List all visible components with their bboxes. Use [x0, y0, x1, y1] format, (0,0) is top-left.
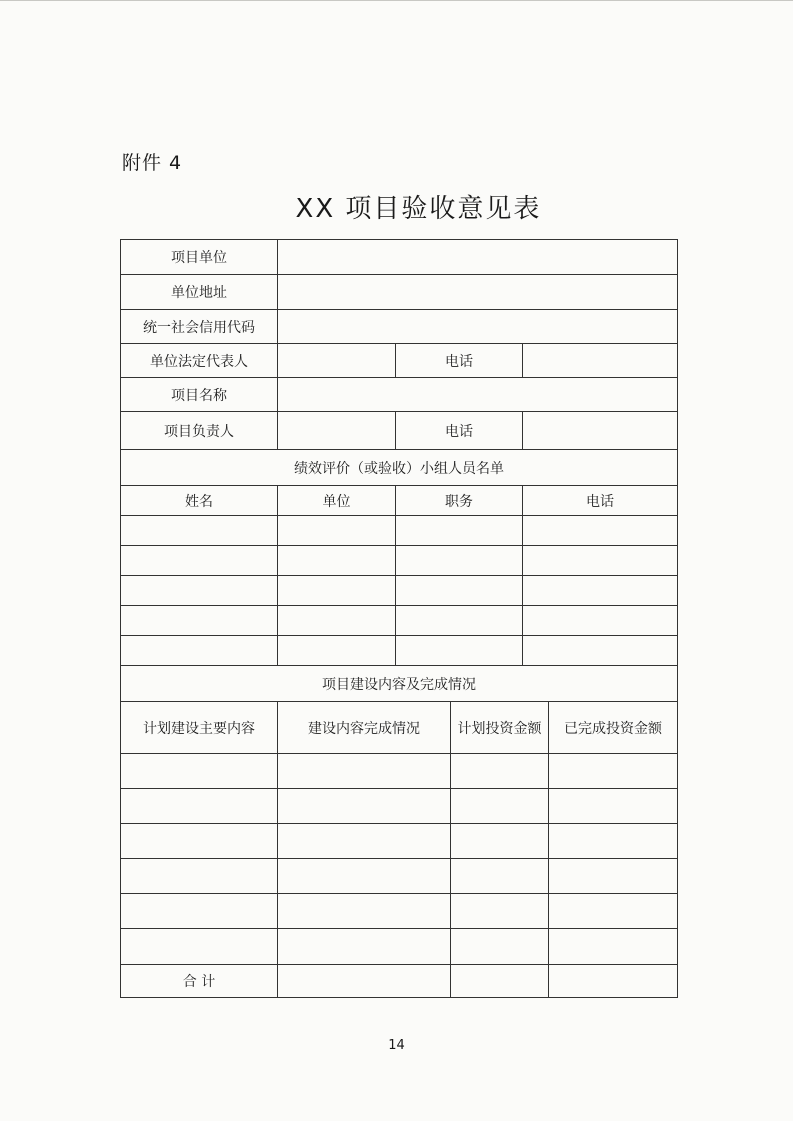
panel-cell[interactable]: [278, 576, 396, 606]
project-unit-label: 项目单位: [121, 240, 278, 275]
project-name-value[interactable]: [278, 378, 678, 412]
construction-col-completion: 建设内容完成情况: [278, 702, 451, 754]
panel-row: [121, 636, 678, 666]
panel-cell[interactable]: [523, 546, 678, 576]
panel-cell[interactable]: [278, 606, 396, 636]
panel-cell[interactable]: [278, 516, 396, 546]
phone-value-1[interactable]: [523, 344, 678, 378]
unit-address-label: 单位地址: [121, 275, 278, 310]
construction-cell[interactable]: [451, 859, 549, 894]
construction-cell[interactable]: [278, 789, 451, 824]
panel-row: [121, 546, 678, 576]
panel-cell[interactable]: [121, 636, 278, 666]
project-unit-value[interactable]: [278, 240, 678, 275]
panel-cell[interactable]: [523, 576, 678, 606]
row-panel-heading: [121, 450, 678, 486]
panel-cell[interactable]: [396, 546, 523, 576]
panel-cell[interactable]: [121, 606, 278, 636]
construction-col-completed-investment: 已完成投资金额: [549, 702, 678, 754]
scan-edge: [0, 0, 793, 7]
panel-cell[interactable]: [121, 516, 278, 546]
phone-label-2: 电话: [396, 412, 523, 450]
construction-cell[interactable]: [278, 859, 451, 894]
construction-col-planned-content: 计划建设主要内容: [121, 702, 278, 754]
annex-label: 附件 4: [122, 152, 183, 174]
phone-label-1: 电话: [396, 344, 523, 378]
panel-cell[interactable]: [396, 636, 523, 666]
construction-cell[interactable]: [549, 824, 678, 859]
panel-row: [121, 606, 678, 636]
construction-cell[interactable]: [121, 859, 278, 894]
construction-cell[interactable]: [121, 929, 278, 965]
panel-cell[interactable]: [121, 576, 278, 606]
panel-heading: 绩效评价（或验收）小组人员名单: [121, 450, 678, 486]
construction-cell[interactable]: [121, 824, 278, 859]
panel-col-name: 姓名: [121, 486, 278, 516]
construction-cell[interactable]: [549, 894, 678, 929]
construction-cell[interactable]: [121, 789, 278, 824]
construction-cell[interactable]: [549, 859, 678, 894]
form-title: XX 项目验收意见表: [295, 194, 542, 224]
row-credit-code: [121, 310, 678, 344]
panel-cell[interactable]: [523, 636, 678, 666]
construction-cell[interactable]: [451, 894, 549, 929]
row-project-unit: [121, 240, 678, 275]
panel-row: [121, 516, 678, 546]
construction-heading: 项目建设内容及完成情况: [121, 666, 678, 702]
construction-cell[interactable]: [121, 894, 278, 929]
panel-cell[interactable]: [278, 636, 396, 666]
row-unit-address: [121, 275, 678, 310]
construction-cell[interactable]: [278, 754, 451, 789]
panel-cell[interactable]: [396, 606, 523, 636]
project-lead-label: 项目负责人: [121, 412, 278, 450]
construction-cell[interactable]: [451, 789, 549, 824]
row-legal-rep: [121, 344, 678, 378]
construction-cell[interactable]: [451, 929, 549, 965]
row-construction-heading: [121, 666, 678, 702]
row-construction-columns: [121, 702, 678, 754]
construction-cell[interactable]: [278, 894, 451, 929]
construction-cell[interactable]: [451, 754, 549, 789]
credit-code-value[interactable]: [278, 310, 678, 344]
panel-cell[interactable]: [396, 516, 523, 546]
construction-row: [121, 929, 678, 965]
construction-row: [121, 754, 678, 789]
construction-cell[interactable]: [549, 789, 678, 824]
construction-cell[interactable]: [549, 929, 678, 965]
construction-cell[interactable]: [278, 824, 451, 859]
construction-row: [121, 859, 678, 894]
row-project-lead: [121, 412, 678, 450]
construction-cell[interactable]: [278, 929, 451, 965]
legal-rep-label: 单位法定代表人: [121, 344, 278, 378]
total-completion-cell[interactable]: [278, 965, 451, 998]
panel-col-phone: 电话: [523, 486, 678, 516]
project-name-label: 项目名称: [121, 378, 278, 412]
panel-cell[interactable]: [396, 576, 523, 606]
panel-cell[interactable]: [523, 516, 678, 546]
row-total: [121, 965, 678, 998]
panel-col-position: 职务: [396, 486, 523, 516]
page-number: 14: [388, 1038, 405, 1053]
panel-col-unit: 单位: [278, 486, 396, 516]
row-panel-columns: [121, 486, 678, 516]
credit-code-label: 统一社会信用代码: [121, 310, 278, 344]
total-completed-investment-cell[interactable]: [549, 965, 678, 998]
total-label: 合 计: [121, 965, 278, 998]
panel-cell[interactable]: [523, 606, 678, 636]
unit-address-value[interactable]: [278, 275, 678, 310]
construction-row: [121, 894, 678, 929]
construction-row: [121, 824, 678, 859]
construction-cell[interactable]: [451, 824, 549, 859]
panel-cell[interactable]: [121, 546, 278, 576]
construction-cell[interactable]: [121, 754, 278, 789]
construction-cell[interactable]: [549, 754, 678, 789]
legal-rep-value[interactable]: [278, 344, 396, 378]
project-lead-value[interactable]: [278, 412, 396, 450]
construction-col-planned-investment: 计划投资金额: [451, 702, 549, 754]
row-project-name: [121, 378, 678, 412]
phone-value-2[interactable]: [523, 412, 678, 450]
construction-row: [121, 789, 678, 824]
panel-cell[interactable]: [278, 546, 396, 576]
acceptance-form-table: [120, 239, 678, 998]
total-planned-investment-cell[interactable]: [451, 965, 549, 998]
panel-row: [121, 576, 678, 606]
